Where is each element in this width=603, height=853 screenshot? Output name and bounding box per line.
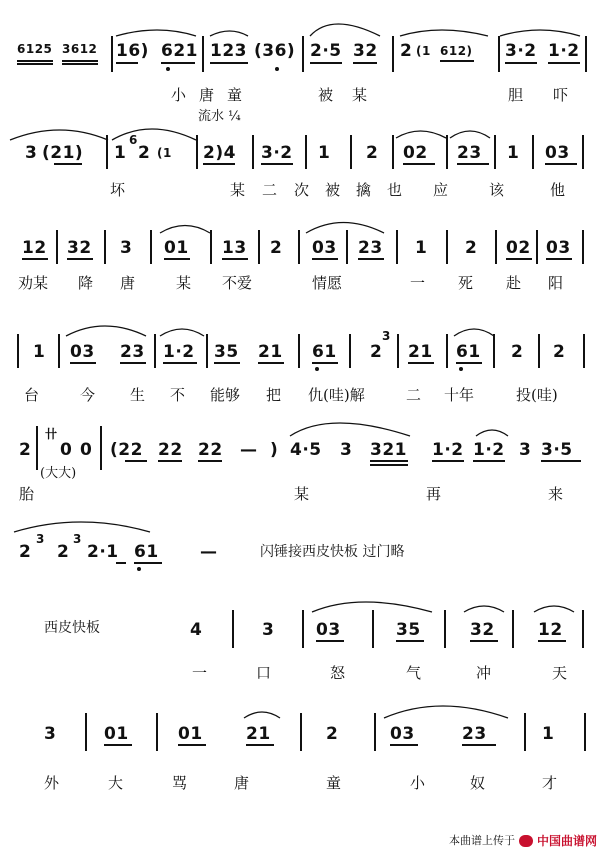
bar-line	[532, 135, 534, 169]
bar-line	[298, 334, 300, 368]
lyric: 二	[262, 181, 278, 199]
note: 03	[316, 620, 341, 640]
underline	[116, 562, 126, 564]
octave-dot	[137, 567, 141, 571]
underline	[312, 362, 338, 364]
bar-line	[493, 334, 495, 368]
underline	[462, 744, 496, 746]
note: 2·1	[87, 542, 119, 562]
slur	[450, 131, 490, 138]
slur	[14, 522, 150, 532]
note: 2·5	[310, 41, 342, 61]
bar-line	[302, 610, 304, 648]
bar-line	[202, 36, 204, 72]
note: 3	[519, 440, 532, 460]
bar-line	[372, 610, 374, 648]
bar-line	[302, 36, 304, 72]
underline	[545, 163, 577, 165]
underline	[54, 163, 82, 165]
underline	[470, 640, 498, 642]
slur	[400, 30, 488, 36]
underline	[541, 460, 581, 462]
note: 22	[158, 440, 183, 460]
bar-line	[392, 135, 394, 169]
note: 2)4	[203, 143, 236, 163]
note: 23	[120, 342, 145, 362]
note: 21	[246, 724, 271, 744]
note: 6125	[17, 42, 53, 56]
underline	[158, 460, 182, 462]
underline	[457, 163, 489, 165]
underline	[62, 63, 98, 65]
lyric: 胎	[19, 485, 35, 503]
bar-line	[58, 334, 60, 368]
lyric: 气	[406, 664, 422, 682]
bar-line	[446, 135, 448, 169]
note: 612)	[440, 44, 473, 58]
lyric: 被	[325, 181, 341, 199]
lyric: 不爱	[222, 274, 253, 292]
slur	[66, 326, 146, 336]
note: 2	[138, 143, 151, 163]
bar-line	[258, 230, 260, 264]
bar-line	[583, 334, 585, 368]
lyric: 次	[294, 181, 310, 199]
slur	[160, 329, 204, 336]
lyric: 把	[266, 386, 282, 404]
note: (22	[110, 440, 143, 460]
octave-dot	[275, 67, 279, 71]
lyric: 今	[80, 386, 96, 404]
bar-line	[206, 334, 208, 368]
underline	[316, 640, 344, 642]
bar-line	[498, 36, 500, 72]
bar-line	[494, 135, 496, 169]
underline	[310, 62, 342, 64]
lyric: 一	[410, 274, 426, 292]
note: 3	[340, 440, 353, 460]
underline	[390, 744, 418, 746]
note: 1	[114, 143, 127, 163]
bar-line	[85, 713, 87, 751]
underline	[432, 460, 464, 462]
note: 01	[104, 724, 129, 744]
underline	[396, 640, 424, 642]
bar-line	[538, 334, 540, 368]
slur	[290, 423, 410, 436]
lyric: 天	[552, 664, 568, 682]
note: 1	[33, 342, 46, 362]
lyric: 一	[192, 664, 208, 682]
note: 3	[44, 724, 57, 744]
note: 3	[262, 620, 275, 640]
bar-line	[444, 610, 446, 648]
note: 1	[415, 238, 428, 258]
note: 2	[400, 41, 413, 61]
footer-text: 本曲谱上传于	[448, 834, 515, 847]
bar-line	[36, 426, 38, 470]
bar-line	[582, 610, 584, 648]
lyric: 坏	[110, 181, 126, 199]
bar-line	[210, 230, 212, 264]
bar-line	[495, 230, 497, 264]
note: 21	[408, 342, 433, 362]
lyric: 阳	[548, 274, 564, 292]
slur	[116, 30, 196, 36]
bar-line	[111, 36, 113, 72]
note: 2	[465, 238, 478, 258]
bar-line	[196, 135, 198, 169]
underline	[505, 62, 537, 64]
lyric: 他	[550, 181, 566, 199]
bar-line	[252, 135, 254, 169]
slur	[210, 31, 248, 36]
underline	[116, 62, 138, 64]
bar-line	[446, 230, 448, 264]
underline	[370, 460, 408, 462]
bar-line	[584, 713, 586, 751]
note: 3·5	[541, 440, 573, 460]
note: 3·2	[261, 143, 293, 163]
footer-watermark	[449, 835, 597, 847]
note: 1·2	[548, 41, 580, 61]
slur	[534, 606, 574, 612]
bar-line	[350, 135, 352, 169]
note: 1·2	[473, 440, 505, 460]
lyric: 擒	[356, 181, 372, 199]
note: (1	[416, 44, 431, 58]
note: 1·2	[163, 342, 195, 362]
bar-line	[585, 36, 587, 72]
note: 2	[270, 238, 283, 258]
bar-line	[524, 713, 526, 751]
underline	[214, 362, 240, 364]
note: 23	[358, 238, 383, 258]
underline	[538, 640, 566, 642]
note: 22	[198, 440, 223, 460]
lyric: 小	[171, 86, 187, 104]
slur	[160, 226, 210, 234]
slur	[454, 329, 494, 336]
slur	[396, 131, 446, 138]
underline	[120, 362, 146, 364]
tempo-marking: 流水 ¼	[198, 109, 241, 124]
note: 2	[57, 542, 70, 562]
grace-note: 3	[382, 329, 391, 343]
underline	[134, 562, 162, 564]
grace-note: 3	[36, 532, 45, 546]
note: 01	[178, 724, 203, 744]
note: 32	[470, 620, 495, 640]
note: —	[200, 542, 218, 562]
lyric: 某	[230, 181, 246, 199]
lyric: 该	[489, 181, 505, 199]
lyric: 被	[318, 86, 334, 104]
lyric: 唐	[120, 274, 136, 292]
note: )	[270, 440, 279, 460]
note: 2	[19, 440, 32, 460]
note: 3	[120, 238, 133, 258]
octave-dot	[166, 67, 170, 71]
note: 03	[390, 724, 415, 744]
underline	[312, 258, 338, 260]
lyric: 再	[426, 485, 442, 503]
note: 32	[67, 238, 92, 258]
underline	[353, 62, 377, 64]
underline	[408, 362, 434, 364]
note: 03	[70, 342, 95, 362]
lyric: 童	[326, 774, 342, 792]
lyric: 小	[410, 774, 426, 792]
note: 4	[190, 620, 203, 640]
note: 621	[161, 41, 198, 61]
slur	[244, 712, 280, 718]
bar-line	[582, 135, 584, 169]
note: 3	[25, 143, 38, 163]
bar-line	[512, 610, 514, 648]
underline	[17, 63, 53, 65]
note: 2	[19, 542, 32, 562]
slur	[500, 30, 580, 36]
note: 3612	[62, 42, 98, 56]
underline	[440, 60, 474, 62]
note: 13	[222, 238, 247, 258]
note: 02	[403, 143, 428, 163]
note: 16)	[116, 41, 149, 61]
lyric: 投(哇)	[516, 386, 558, 404]
bar-line	[154, 334, 156, 368]
footer-brand: 中国曲谱网	[536, 834, 597, 848]
time-signature: 卄	[45, 427, 58, 441]
underline	[17, 60, 53, 62]
note: (36)	[254, 41, 296, 61]
note: 2	[370, 342, 383, 362]
underline	[506, 258, 532, 260]
bar-line	[396, 230, 398, 264]
bar-line	[300, 713, 302, 751]
underline	[261, 163, 293, 165]
lyric: 冲	[476, 664, 492, 682]
underline	[456, 362, 482, 364]
bar-line	[536, 230, 538, 264]
bar-line	[446, 334, 448, 368]
note: 12	[22, 238, 47, 258]
lyric: 情愿	[312, 274, 343, 292]
lyric: 台	[24, 386, 40, 404]
slur	[464, 606, 504, 612]
lyric: 应	[433, 181, 449, 199]
lyric: 大	[108, 774, 124, 792]
bar-line	[100, 426, 102, 470]
slur	[10, 130, 108, 140]
lyric: 奴	[470, 774, 486, 792]
lyric: 童	[227, 86, 243, 104]
bar-line	[156, 713, 158, 751]
note: 23	[462, 724, 487, 744]
cn-logo-icon	[519, 835, 533, 847]
underline	[164, 258, 190, 260]
underline	[104, 744, 132, 746]
note: 12	[538, 620, 563, 640]
underline	[210, 62, 248, 64]
underline	[370, 464, 408, 466]
lyric: 唐	[199, 86, 215, 104]
note: 35	[396, 620, 421, 640]
note: 1	[318, 143, 331, 163]
note: 1	[542, 724, 555, 744]
lyric: 唐	[234, 774, 250, 792]
note: 1·2	[432, 440, 464, 460]
lyric: 胆	[508, 86, 524, 104]
lyric: 某	[352, 86, 368, 104]
bar-line	[397, 334, 399, 368]
octave-dot	[459, 367, 463, 371]
grace-note: 6	[129, 133, 138, 147]
lyric: 外	[44, 774, 60, 792]
underline	[203, 163, 235, 165]
note: 1	[507, 143, 520, 163]
slur	[384, 706, 508, 718]
bar-line	[150, 230, 152, 264]
note: (1	[157, 146, 172, 160]
underline	[358, 258, 384, 260]
note: 2	[511, 342, 524, 362]
underline	[403, 163, 435, 165]
note: 0	[60, 440, 73, 460]
note: —	[240, 440, 258, 460]
bar-line	[392, 36, 394, 72]
bar-line	[106, 135, 108, 169]
underline	[258, 362, 284, 364]
note: 321	[370, 440, 407, 460]
bar-line	[298, 230, 300, 264]
lyric: 口	[256, 664, 272, 682]
slur	[112, 129, 196, 140]
percussion-sub: (大大)	[40, 466, 77, 481]
note: 61	[456, 342, 481, 362]
underline	[546, 258, 572, 260]
octave-dot	[315, 367, 319, 371]
note: 2	[553, 342, 566, 362]
lyric: 十年	[444, 386, 475, 404]
lyric: 死	[458, 274, 474, 292]
section-label: 西皮快板	[44, 620, 100, 636]
bar-line	[56, 230, 58, 264]
note: 23	[457, 143, 482, 163]
lyric: 也	[387, 181, 403, 199]
lyric: 骂	[172, 774, 188, 792]
note: 3·2	[505, 41, 537, 61]
note: 01	[164, 238, 189, 258]
underline	[163, 362, 197, 364]
bar-line	[349, 334, 351, 368]
lyric: 吓	[553, 86, 569, 104]
lyric: 不	[170, 386, 186, 404]
underline	[473, 460, 505, 462]
grace-note: 3	[73, 532, 82, 546]
underline	[246, 744, 274, 746]
lyric: 才	[542, 774, 558, 792]
note: 0	[80, 440, 93, 460]
note: 2	[366, 143, 379, 163]
bar-line	[374, 713, 376, 751]
underline	[125, 460, 147, 462]
slur	[476, 430, 508, 436]
note: 03	[546, 238, 571, 258]
lyric: 某	[294, 485, 310, 503]
performance-remark: 闪锤接西皮快板 过门略	[260, 544, 405, 560]
lyric: 降	[78, 274, 94, 292]
bar-line	[346, 230, 348, 264]
note: 61	[134, 542, 159, 562]
slur	[306, 223, 384, 234]
bar-line	[305, 135, 307, 169]
bar-line	[17, 334, 19, 368]
note: 61	[312, 342, 337, 362]
lyric: 怒	[330, 664, 346, 682]
note: 03	[312, 238, 337, 258]
underline	[548, 62, 580, 64]
lyric: 来	[548, 485, 564, 503]
lyric: 仇(哇)解	[308, 386, 365, 404]
underline	[62, 60, 98, 62]
underline	[198, 460, 222, 462]
slur	[310, 24, 380, 36]
note: 02	[506, 238, 531, 258]
note: 35	[214, 342, 239, 362]
note: 03	[545, 143, 570, 163]
lyric: 劝某	[18, 274, 49, 292]
note: 32	[353, 41, 378, 61]
underline	[22, 258, 48, 260]
underline	[70, 362, 96, 364]
underline	[161, 62, 195, 64]
note: (21)	[42, 143, 84, 163]
bar-line	[104, 230, 106, 264]
lyric: 某	[176, 274, 192, 292]
bar-line	[232, 610, 234, 648]
lyric: 生	[130, 386, 146, 404]
underline	[67, 258, 93, 260]
underline	[178, 744, 206, 746]
lyric: 能够	[210, 386, 241, 404]
note: 2	[326, 724, 339, 744]
lyric: 二	[406, 386, 422, 404]
bar-line	[582, 230, 584, 264]
note: 123	[210, 41, 247, 61]
note: 21	[258, 342, 283, 362]
note: 4·5	[290, 440, 322, 460]
lyric: 赴	[506, 274, 522, 292]
underline	[222, 258, 248, 260]
